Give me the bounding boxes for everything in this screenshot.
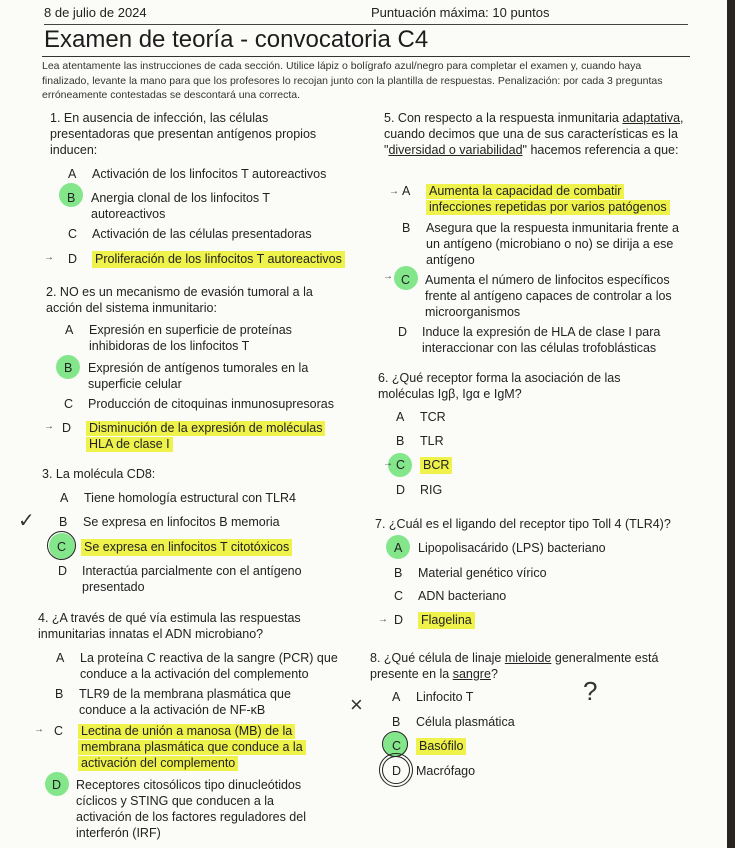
title-divider (42, 56, 690, 57)
option-letter: C (68, 227, 78, 241)
question-text-part: ? (490, 667, 498, 681)
option-letter: B (64, 361, 73, 375)
highlighted-answer: Disminución de la expresión de moléculas HLA de clase I (86, 421, 325, 452)
option-letter: C (401, 273, 411, 287)
question-1 (50, 110, 350, 158)
option-letter: B (67, 191, 76, 205)
option-letter: B (402, 221, 411, 235)
max-score: Puntuación máxima: 10 puntos (371, 5, 550, 20)
option-text: Flagelina (418, 612, 475, 629)
option-text: Anergia clonal de los linfocitos T autoreactivos (91, 191, 270, 221)
option-letter: C (392, 739, 402, 753)
option-text: Macrófago (416, 764, 476, 778)
question-text: ¿A través de qué vía estimula las respuestas inmunitarias innatas el ADN microbiano? (38, 611, 301, 641)
option-text: Induce la expresión de HLA de clase I para interaccionar con las células trofoblásticas (422, 325, 661, 355)
option-letter: A (392, 690, 401, 704)
option-letter: D (394, 613, 404, 627)
option-letter: D (62, 421, 72, 435)
question-number: 2. (46, 285, 57, 299)
cross-mark: × (350, 692, 363, 717)
option-text: TCR (420, 410, 446, 424)
option-letter: C (57, 540, 67, 554)
exam-instructions: Lea atentamente las instrucciones de cada sección. Utilice lápiz o bolígrafo azul/negro para completar el examen y, cuando haya finalizado, levante la mano para que los profesores lo recojan junto con la plantilla de respuestas. Penalización: por cada 3 preguntas erróneamente contestadas se descontará una correcta. (42, 60, 663, 101)
option-letter: D (398, 325, 408, 339)
underlined-term: mieloide (504, 651, 552, 665)
question-number: 7. (375, 517, 386, 531)
option-text: Aumenta el número de linfocitos específicos frente al antígeno capaces de controlar a los microorganismos (425, 273, 672, 319)
answer-arrow-mark: → (34, 724, 44, 735)
option-text: Tiene homología estructural con TLR4 (84, 491, 296, 505)
question-6 (378, 370, 658, 402)
option-text: Interactúa parcialmente con el antígeno presentado (82, 564, 302, 594)
option-text: Asegura que la respuesta inmunitaria frente a un antígeno (microbiano o no) se dirija a ese antígeno (426, 221, 679, 267)
option-text: Se expresa en linfocitos T citotóxicos (81, 539, 292, 556)
option-text: Se expresa en linfocitos B memoria (83, 515, 280, 529)
question-number: 4. (38, 611, 49, 625)
question-text: En ausencia de infección, las células presentadoras que presentan antígenos propios inducen: (50, 111, 317, 157)
option-letter: D (52, 778, 62, 792)
option-letter: A (68, 167, 77, 181)
option-letter: D (58, 564, 68, 578)
exam-title: Examen de teoría - convocatoria C4 (44, 26, 429, 53)
option-letter: A (65, 323, 74, 337)
option-text: RIG (420, 483, 443, 497)
highlighted-answer: Aumenta la capacidad de combatir infecciones repetidas por varios patógenos (426, 184, 670, 215)
question-text-part: ¿Qué célula de linaje (383, 651, 505, 665)
option-letter: B (396, 434, 405, 448)
option-letter: D (68, 252, 78, 266)
underlined-term: diversidad o variabilidad (388, 143, 523, 157)
question-number: 6. (378, 371, 389, 385)
question-text: ¿Cuál es el ligando del receptor tipo Toll 4 (TLR4)? (388, 517, 671, 531)
option-text: Activación de los linfocitos T autoreactivos (92, 167, 327, 181)
option-text (78, 723, 318, 771)
option-text: Basófilo (416, 738, 466, 755)
option-letter: B (394, 566, 403, 580)
question-text-part: generalmente está presente en la (370, 651, 659, 681)
option-letter: C (54, 724, 64, 738)
answer-arrow-mark: → (378, 614, 388, 625)
option-text: BCR (420, 457, 452, 474)
question-4 (38, 610, 328, 642)
option-text: Linfocito T (416, 690, 474, 704)
question-5 (384, 110, 684, 158)
check-mark: ✓ (18, 510, 35, 532)
answer-arrow-mark: → (389, 186, 399, 197)
option-letter: D (392, 764, 402, 778)
option-text: Producción de citoquinas inmunosupresoras (88, 397, 334, 411)
question-text-part: , cuando decimos que una de sus características es la " (384, 111, 684, 157)
option-letter: C (64, 397, 74, 411)
option-text (426, 183, 676, 215)
question-text-part: " hacemos referencia a que: (522, 143, 679, 157)
option-text: TLR (420, 434, 444, 448)
option-letter: B (55, 687, 64, 701)
option-text: Receptores citosólicos tipo dinucleótidos cíclicos y STING que conducen a la activación de los factores reguladores del interferón (IRF) (76, 778, 306, 840)
answer-arrow-mark: → (44, 252, 54, 263)
question-number: 5. (384, 111, 395, 125)
option-letter: D (396, 483, 406, 497)
question-2 (46, 284, 346, 316)
answer-arrow-mark: → (44, 421, 54, 432)
option-text: Material genético vírico (418, 566, 547, 580)
question-text: NO es un mecanismo de evasión tumoral a la acción del sistema inmunitario: (46, 285, 313, 315)
option-text: TLR9 de la membrana plasmática que conduce a la activación de NF-κB (79, 687, 291, 717)
option-text: La proteína C reactiva de la sangre (PCR) que conduce a la activación del complemento (80, 651, 338, 681)
underlined-term: adaptativa (622, 111, 681, 125)
option-text: Lipopolisacárido (LPS) bacteriano (418, 541, 606, 555)
option-letter: A (402, 184, 411, 198)
option-text: Célula plasmática (416, 715, 515, 729)
option-text (86, 420, 348, 452)
question-8 (370, 650, 690, 682)
option-letter: C (396, 458, 406, 472)
option-letter: A (396, 410, 405, 424)
option-letter: A (394, 541, 403, 555)
option-text: Proliferación de los linfocitos T autoreactivos (92, 251, 345, 268)
exam-date: 8 de julio de 2024 (44, 5, 147, 20)
question-number: 8. (370, 651, 381, 665)
question-text: La molécula CD8: (55, 467, 156, 481)
option-text: Expresión de antígenos tumorales en la superficie celular (88, 361, 309, 391)
option-letter: B (59, 515, 68, 529)
page-edge (727, 0, 735, 848)
question-3 (42, 466, 342, 482)
header-divider (44, 24, 688, 25)
question-7 (375, 516, 695, 532)
highlighted-answer: Lectina de unión a manosa (MB) de la membrana plasmática que conduce a la activación del complemento (78, 724, 306, 771)
question-text: ¿Qué receptor forma la asociación de las moléculas Igβ, Igα e IgM? (378, 371, 621, 401)
question-text-part: Con respecto a la respuesta inmunitaria (397, 111, 623, 125)
option-letter: A (56, 651, 65, 665)
option-letter: A (60, 491, 69, 505)
answer-arrow-mark: → (383, 458, 393, 469)
question-mark-annotation: ? (583, 676, 598, 706)
option-text: ADN bacteriano (418, 589, 507, 603)
option-text: Activación de las células presentadoras (92, 227, 312, 241)
question-number: 1. (50, 111, 61, 125)
option-text: Expresión en superficie de proteínas inhibidoras de los linfocitos T (89, 323, 292, 353)
underlined-term: sangre (452, 667, 491, 681)
question-number: 3. (42, 467, 53, 481)
option-letter: C (394, 589, 404, 603)
option-letter: B (392, 715, 401, 729)
answer-arrow-mark: → (383, 271, 393, 282)
